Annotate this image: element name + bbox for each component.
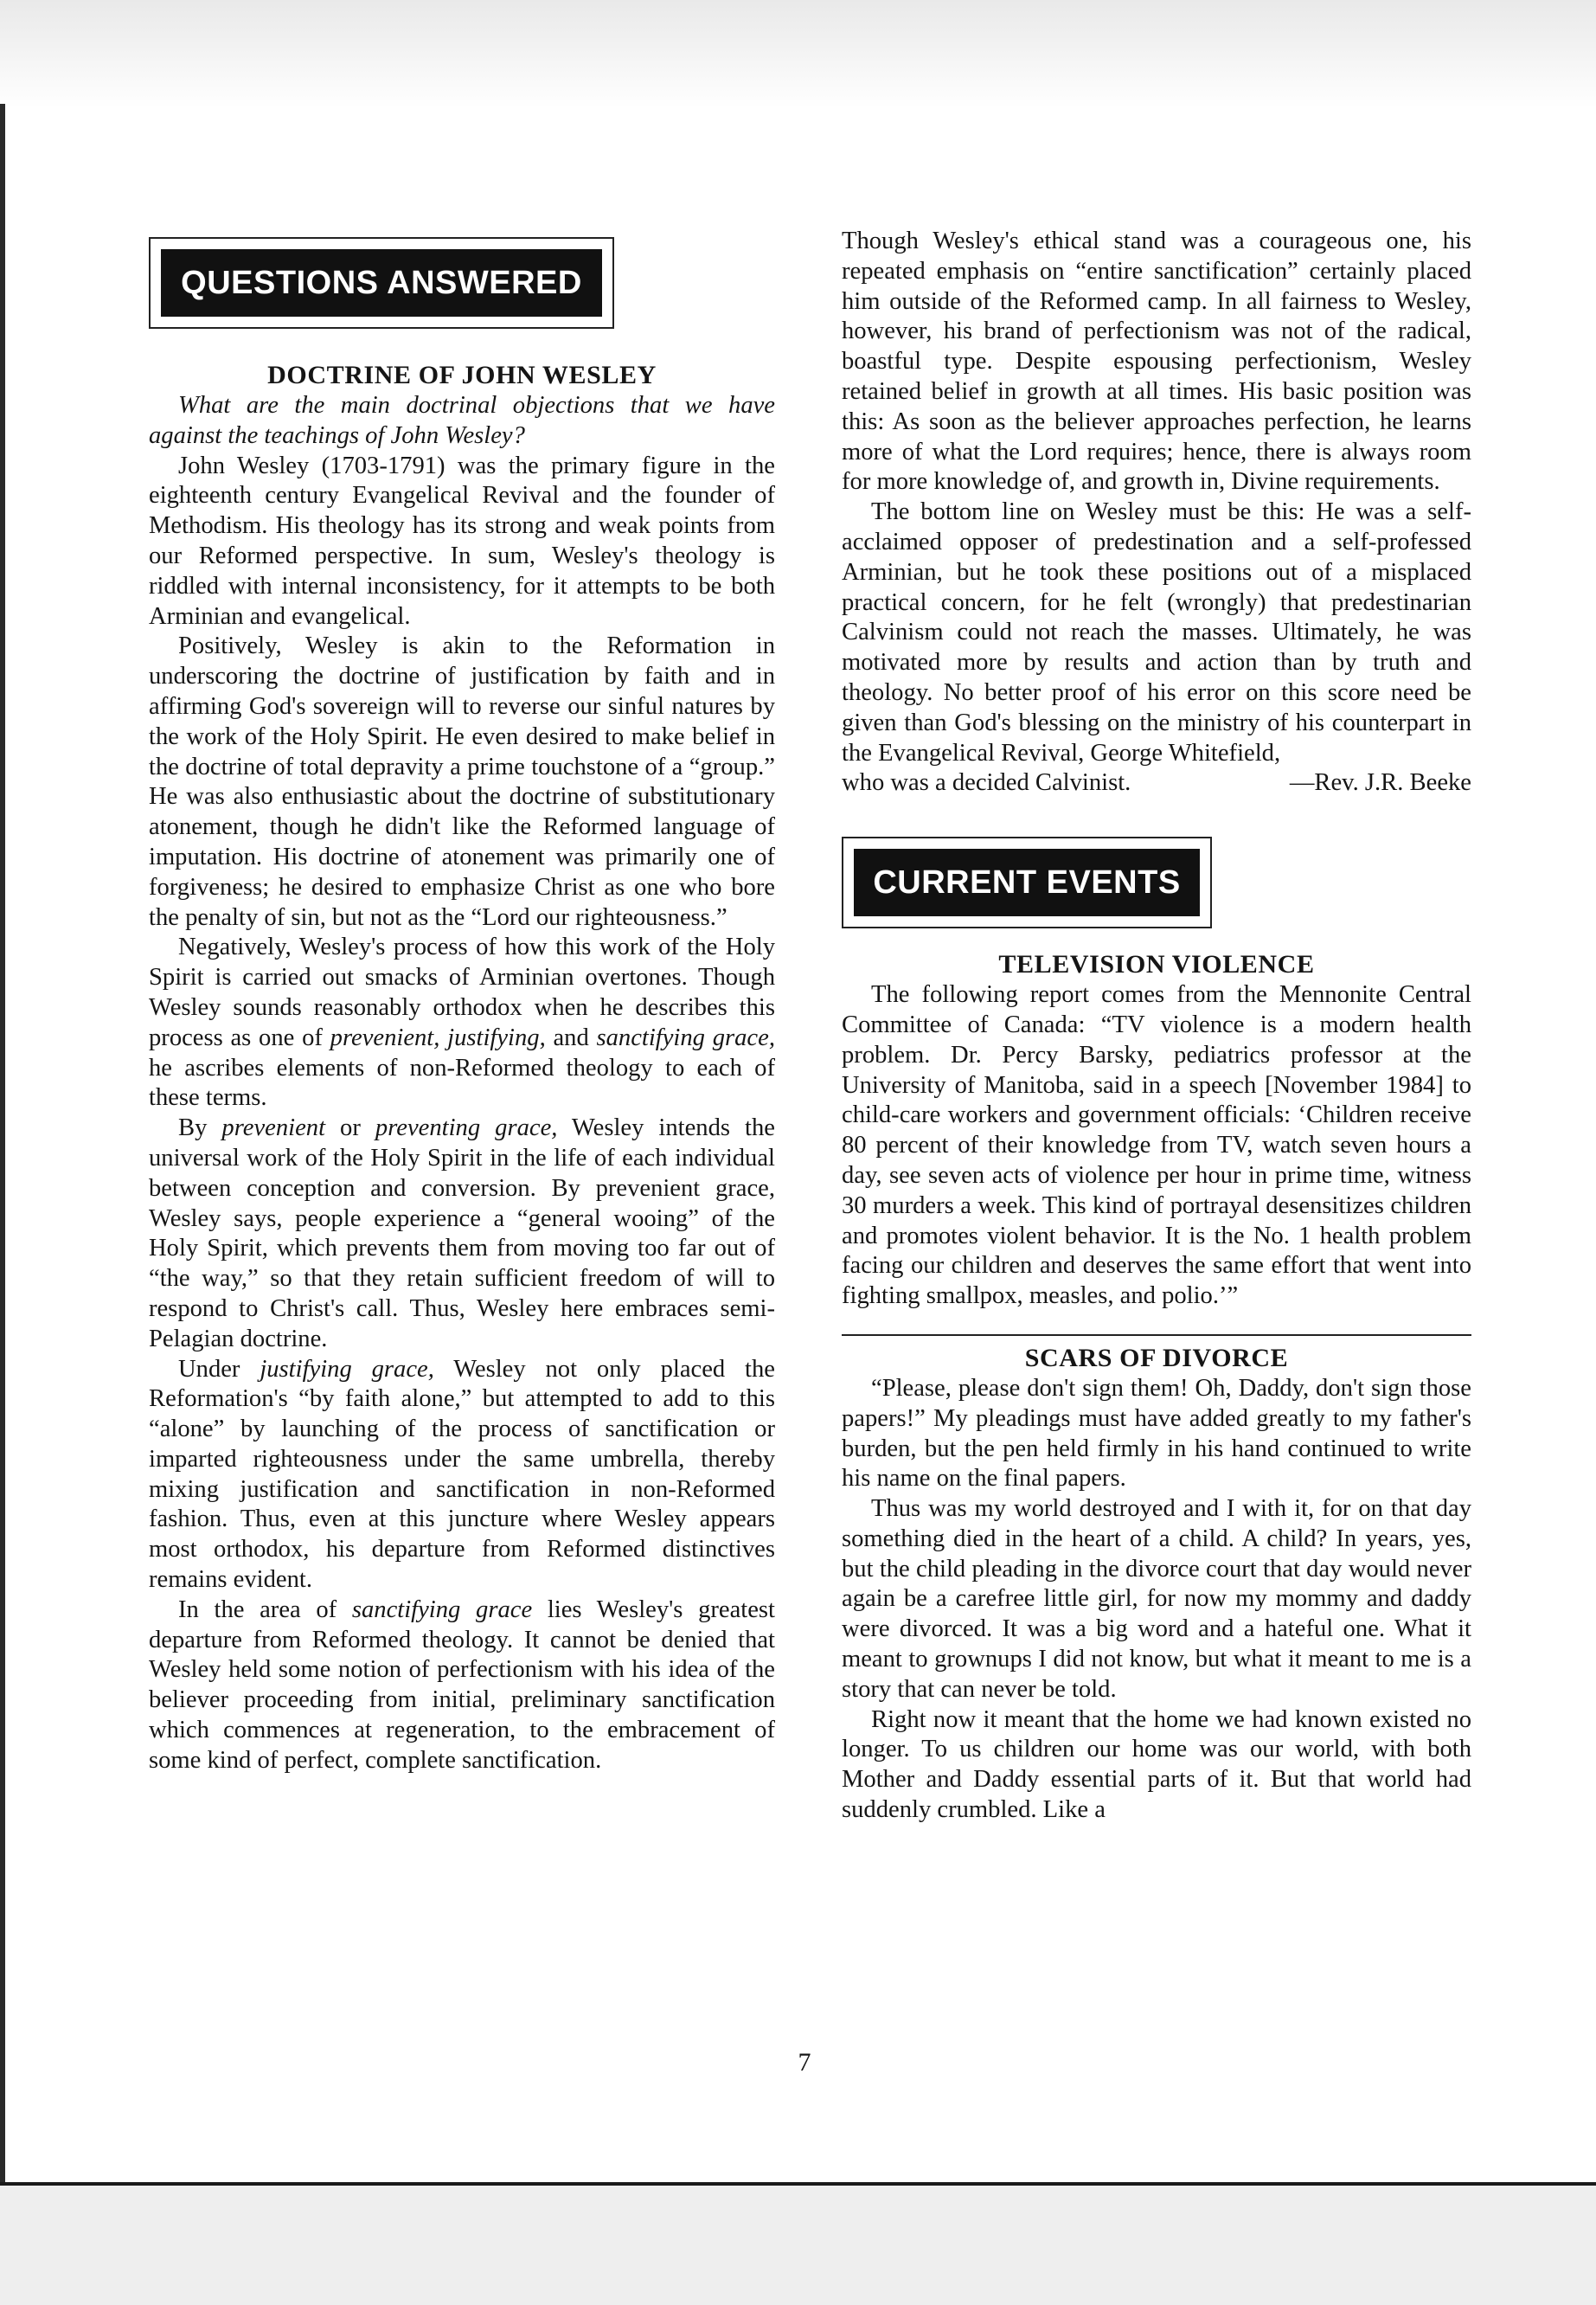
scan-bottom-margin (0, 2182, 1596, 2305)
paragraph: Under justifying grace, Wesley not only placed the Reformation's “by faith alone,” but attempted to add to this “alone” by launching of the process of sanctification or imparted righteousness under the same umbrella, thereby mixing justification and sanctification in non-Reformed fashion. Thus, even at this juncture where Wesley appears most orthodox, his departure from Reformed distinctives remains evident. (149, 1355, 775, 1594)
page-number: 7 (798, 2048, 811, 2077)
divider (842, 1334, 1471, 1336)
questions-answered-box (149, 237, 614, 329)
paragraph: Though Wesley's ethical stand was a courageous one, his repeated emphasis on “entire sanctification” certainly placed him outside of the Reformed camp. In all fairness to Wesley, however, his brand of perfectionism was not of the radical, boastful type. Despite espousing perfectionism, Wesley retained belief in growth at all times. His basic position was this: As soon as the believer approaches perfection, he learns more of what the Lord requires; hence, there is always room for more knowledge of, and growth in, Divine requirements. (842, 228, 1471, 496)
scan-left-edge (0, 104, 5, 2189)
article-title: DOCTRINE OF JOHN WESLEY (267, 361, 657, 389)
paragraph: Negatively, Wesley's process of how this work of the Holy Spirit is carried out smacks of Arminian overtones. Though Wesley sounds reasonably orthodox when he describes this process as one of prevenient, justifying, and sanctifying grace, he ascribes elements of non-Reformed theology to each of these terms. (149, 934, 775, 1112)
paragraph: Positively, Wesley is akin to the Reformation in underscoring the doctrine of justification by faith and in affirming God's sovereign will to reverse our sinful natures by the work of the Holy Spirit. He even desired to make belief in the doctrine of total depravity a prime touchstone of a “group.” He was also enthusiastic about the doctrine of substitutionary atonement, though he didn't like the Reformed language of imputation. His doctrine of atonement was primarily one of forgiveness; he desired to emphasize Christ as one who bore the penalty of sin, but not as the “Lord our righteousness.” (149, 632, 775, 931)
author-byline: —Rev. J.R. Beeke (1289, 769, 1471, 797)
current-events-box (842, 837, 1212, 928)
paragraph: “Please, please don't sign them! Oh, Daddy, don't sign those papers!” My pleadings must have added greatly to my father's burden, but the pen held firmly in his hand continued to write his name on the final papers. (842, 1374, 1471, 1493)
byline-row (842, 768, 1471, 799)
article-title: TELEVISION VIOLENCE (998, 950, 1315, 979)
paragraph: By prevenient or preventing grace, Wesley intends the universal work of the Holy Spirit in the life of each individual between conception and conversion. By prevenient grace, Wesley says, people experience a “general wooing” of the Holy Spirit, which prevents them from moving too far out of “the way,” so that they retain sufficient freedom of will to respond to Christ's call. Thus, Wesley here embraces semi-Pelagian doctrine. (149, 1114, 775, 1352)
paragraph: Thus was my world destroyed and I with it, for on that day something died in the heart of a child. A child? In years, yes, but the child pleading in the divorce court that day would never again be a carefree little girl, for now my mommy and daddy were divorced. It was a big word and a hateful one. What it meant to grownups I did not know, but what it meant to me is a story that can never be told. (842, 1495, 1471, 1703)
paragraph-end: who was a decided Calvinist. (842, 769, 1131, 797)
left-column (149, 227, 775, 1776)
section-label: QUESTIONS ANSWERED (161, 249, 602, 317)
paragraph: In the area of sanctifying grace lies Wesley's greatest departure from Reformed theology. It cannot be denied that Wesley held some notion of perfectionism with his idea of the believer proceeding from initial, preliminary sanctification which commences at regeneration, to the embracement of some kind of perfect, complete sanctification. (149, 1596, 775, 1774)
paragraph: The bottom line on Wesley must be this: He was a self-acclaimed opposer of predestination and a self-professed Arminian, but he took these positions out of a misplaced practical concern, for he felt (wrongly) that predestinarian Calvinism could not reach the masses. Ultimately, he was motivated more by results and action than by truth and theology. No better proof of his error on this score need be given than God's blessing on the ministry of his counterpart in the Evangelical Revival, George Whitefield, (842, 498, 1471, 767)
scan-top-margin (0, 0, 1596, 108)
section-label: CURRENT EVENTS (854, 849, 1200, 916)
article-title: SCARS OF DIVORCE (1024, 1343, 1289, 1372)
right-column (842, 227, 1471, 1826)
paragraph: John Wesley (1703-1791) was the primary figure in the eighteenth century Evangelical Revival and the founder of Methodism. His theology has its strong and weak points from our Reformed perspective. In sum, Wesley's theology is riddled with internal inconsistency, for it attempts to be both Arminian and evangelical. (149, 452, 775, 630)
paragraph: Right now it meant that the home we had known existed no longer. To us children our home was our world, with both Mother and Daddy essential parts of it. But that world had suddenly crumbled. Like a (842, 1705, 1471, 1824)
question-text: What are the main doctrinal objections that we have against the teachings of John Wesley? (149, 392, 775, 449)
paragraph: The following report comes from the Mennonite Central Committee of Canada: “TV violence is a modern health problem. Dr. Percy Barsky, pediatrics professor at the University of Manitoba, said in a speech [November 1984] to child-care workers and government officials: ‘Children receive 80 percent of their knowledge from TV, watch seven hours a day, see seven acts of violence per hour in prime time, witness 30 murders a week. This kind of portrayal desensitizes children and promotes violent behavior. It is the No. 1 health problem facing our children and deserves the same effort that went into fighting smallpox, measles, and polio.’” (842, 981, 1471, 1310)
